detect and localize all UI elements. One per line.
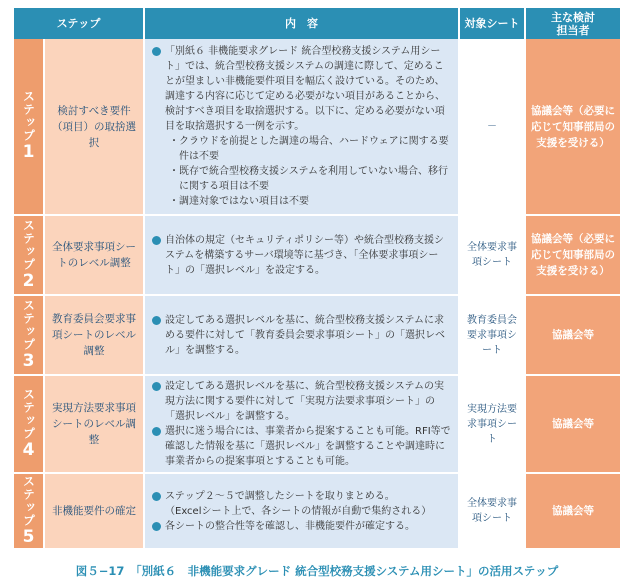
bullet-icon bbox=[152, 236, 161, 245]
task-cell bbox=[44, 295, 144, 375]
content-text: ステップ２～５で調整したシートを取りまとめる。 bbox=[165, 490, 395, 502]
sheet-cell bbox=[459, 295, 525, 375]
sheet-cell bbox=[459, 215, 525, 295]
person-text: 協議会等 bbox=[552, 329, 594, 341]
bullet-icon bbox=[152, 492, 161, 501]
person-text: 協議会等（必要に応じて知事部局の支援を受ける） bbox=[531, 104, 615, 149]
header-row bbox=[14, 8, 620, 39]
table-row bbox=[14, 215, 620, 295]
task-text: 実現方法要求事項シートのレベル調整 bbox=[52, 402, 136, 446]
task-cell bbox=[44, 215, 144, 295]
step-cell bbox=[14, 295, 44, 375]
task-cell bbox=[44, 375, 144, 473]
table-row bbox=[14, 295, 620, 375]
step-cell bbox=[14, 375, 44, 473]
sheet-text: 実現方法要求事項シート bbox=[467, 403, 517, 445]
table-row bbox=[14, 473, 620, 549]
step-label: ステップ1 bbox=[18, 90, 39, 163]
sheet-text: － bbox=[487, 121, 497, 132]
bullet-icon bbox=[152, 382, 161, 391]
task-text: 教育委員会要求事項シートのレベル調整 bbox=[52, 313, 136, 357]
steps-table bbox=[14, 8, 620, 550]
content-cell bbox=[144, 295, 459, 375]
step-cell bbox=[14, 473, 44, 549]
person-text: 協議会等 bbox=[552, 505, 594, 517]
step-label: ステップ2 bbox=[18, 218, 39, 292]
content-text: 選択に迷う場合には、事業者から提案することも可能。RFI等で確認した情報を基に「選択レベル」を調整することや調達時に事業者からの提案事項とすることも可能。 bbox=[165, 426, 451, 467]
content-text: 設定してある選択レベルを基に、統合型校務支援システムの実現方法に関する要件に対して「実現方法要求事項シート」の「選択レベル」を調整する。 bbox=[165, 381, 444, 422]
bullet-icon bbox=[152, 522, 161, 531]
person-cell bbox=[525, 473, 620, 549]
content-cell bbox=[144, 39, 459, 215]
bullet-icon bbox=[152, 316, 161, 325]
task-text: 全体要求事項シートのレベル調整 bbox=[52, 241, 136, 269]
header-step: ステップ bbox=[14, 8, 144, 39]
step-cell bbox=[14, 215, 44, 295]
sheet-cell bbox=[459, 39, 525, 215]
task-text: 非機能要件の確定 bbox=[52, 505, 136, 517]
content-cell bbox=[144, 375, 459, 473]
person-text: 協議会等 bbox=[552, 418, 594, 430]
task-cell bbox=[44, 473, 144, 549]
bullet-icon bbox=[152, 47, 161, 56]
header-content: 内 容 bbox=[144, 8, 459, 39]
task-cell bbox=[44, 39, 144, 215]
content-text: 設定してある選択レベルを基に、統合型校務支援システムに求める要件に対して「教育委員会要求事項シート」の「選択レベル」を調整する。 bbox=[165, 314, 445, 356]
content-text: 各シートの整合性等を確認し、非機能要件が確定する。 bbox=[165, 520, 415, 532]
sheet-text: 全体要求事項シート bbox=[467, 498, 517, 524]
step-label: ステップ3 bbox=[18, 298, 39, 372]
content-sub: ・既存で統合型校務支援システムを利用していない場合、移行に関する項目は不要 bbox=[169, 166, 448, 192]
person-cell bbox=[525, 39, 620, 215]
content-sub: ・クラウドを前提とした調達の場合、ハードウェアに関する要件は不要 bbox=[169, 136, 449, 162]
sheet-cell bbox=[459, 473, 525, 549]
content-sub: ・調達対象ではない項目は不要 bbox=[169, 196, 309, 207]
bullet-icon bbox=[152, 427, 161, 436]
person-text: 協議会等（必要に応じて知事部局の支援を受ける） bbox=[531, 233, 615, 277]
step-label: ステップ4 bbox=[18, 387, 39, 461]
table-row bbox=[14, 39, 620, 215]
person-cell bbox=[525, 295, 620, 375]
content-text: 自治体の規定（セキュリティポリシー等）や統合型校務支援システムを構築するサーバ環境等に基づき、「全体要求事項シート」の「選択レベル」を設定する。 bbox=[165, 234, 444, 276]
step-label: ステップ5 bbox=[18, 474, 39, 548]
header-person: 主な検討 担当者 bbox=[525, 8, 620, 39]
figure-caption: 図５−17 「別紙６ 非機能要求グレード 統合型校務支援システム用シート」の活用ステップ bbox=[75, 564, 559, 578]
content-text: 「別紙６ 非機能要求グレード 統合型校務支援システム用シート」では、統合型校務支援システムの調達に際して、定めることが望ましい非機能要件項目を幅広く設けている。そのため、調達する内容に応じて定める必要がない項目があることから、検討すべき項目を取捨選択する。以下に、定める必要がない項目を取捨選択する一例を示す。 bbox=[165, 46, 445, 132]
task-text: 検討すべき要件（項目）の取捨選択 bbox=[52, 104, 136, 149]
table-row bbox=[14, 375, 620, 473]
content-cell bbox=[144, 473, 459, 549]
content-cell bbox=[144, 215, 459, 295]
sheet-text: 教育委員会要求事項シート bbox=[467, 314, 517, 356]
person-cell bbox=[525, 375, 620, 473]
sheet-cell bbox=[459, 375, 525, 473]
sheet-text: 全体要求事項シート bbox=[467, 242, 517, 268]
person-cell bbox=[525, 215, 620, 295]
content-note: （Excelシート上で、各シートの情報が自動で集約される） bbox=[165, 505, 432, 517]
header-sheet: 対象シート bbox=[459, 8, 525, 39]
step-cell bbox=[14, 39, 44, 215]
